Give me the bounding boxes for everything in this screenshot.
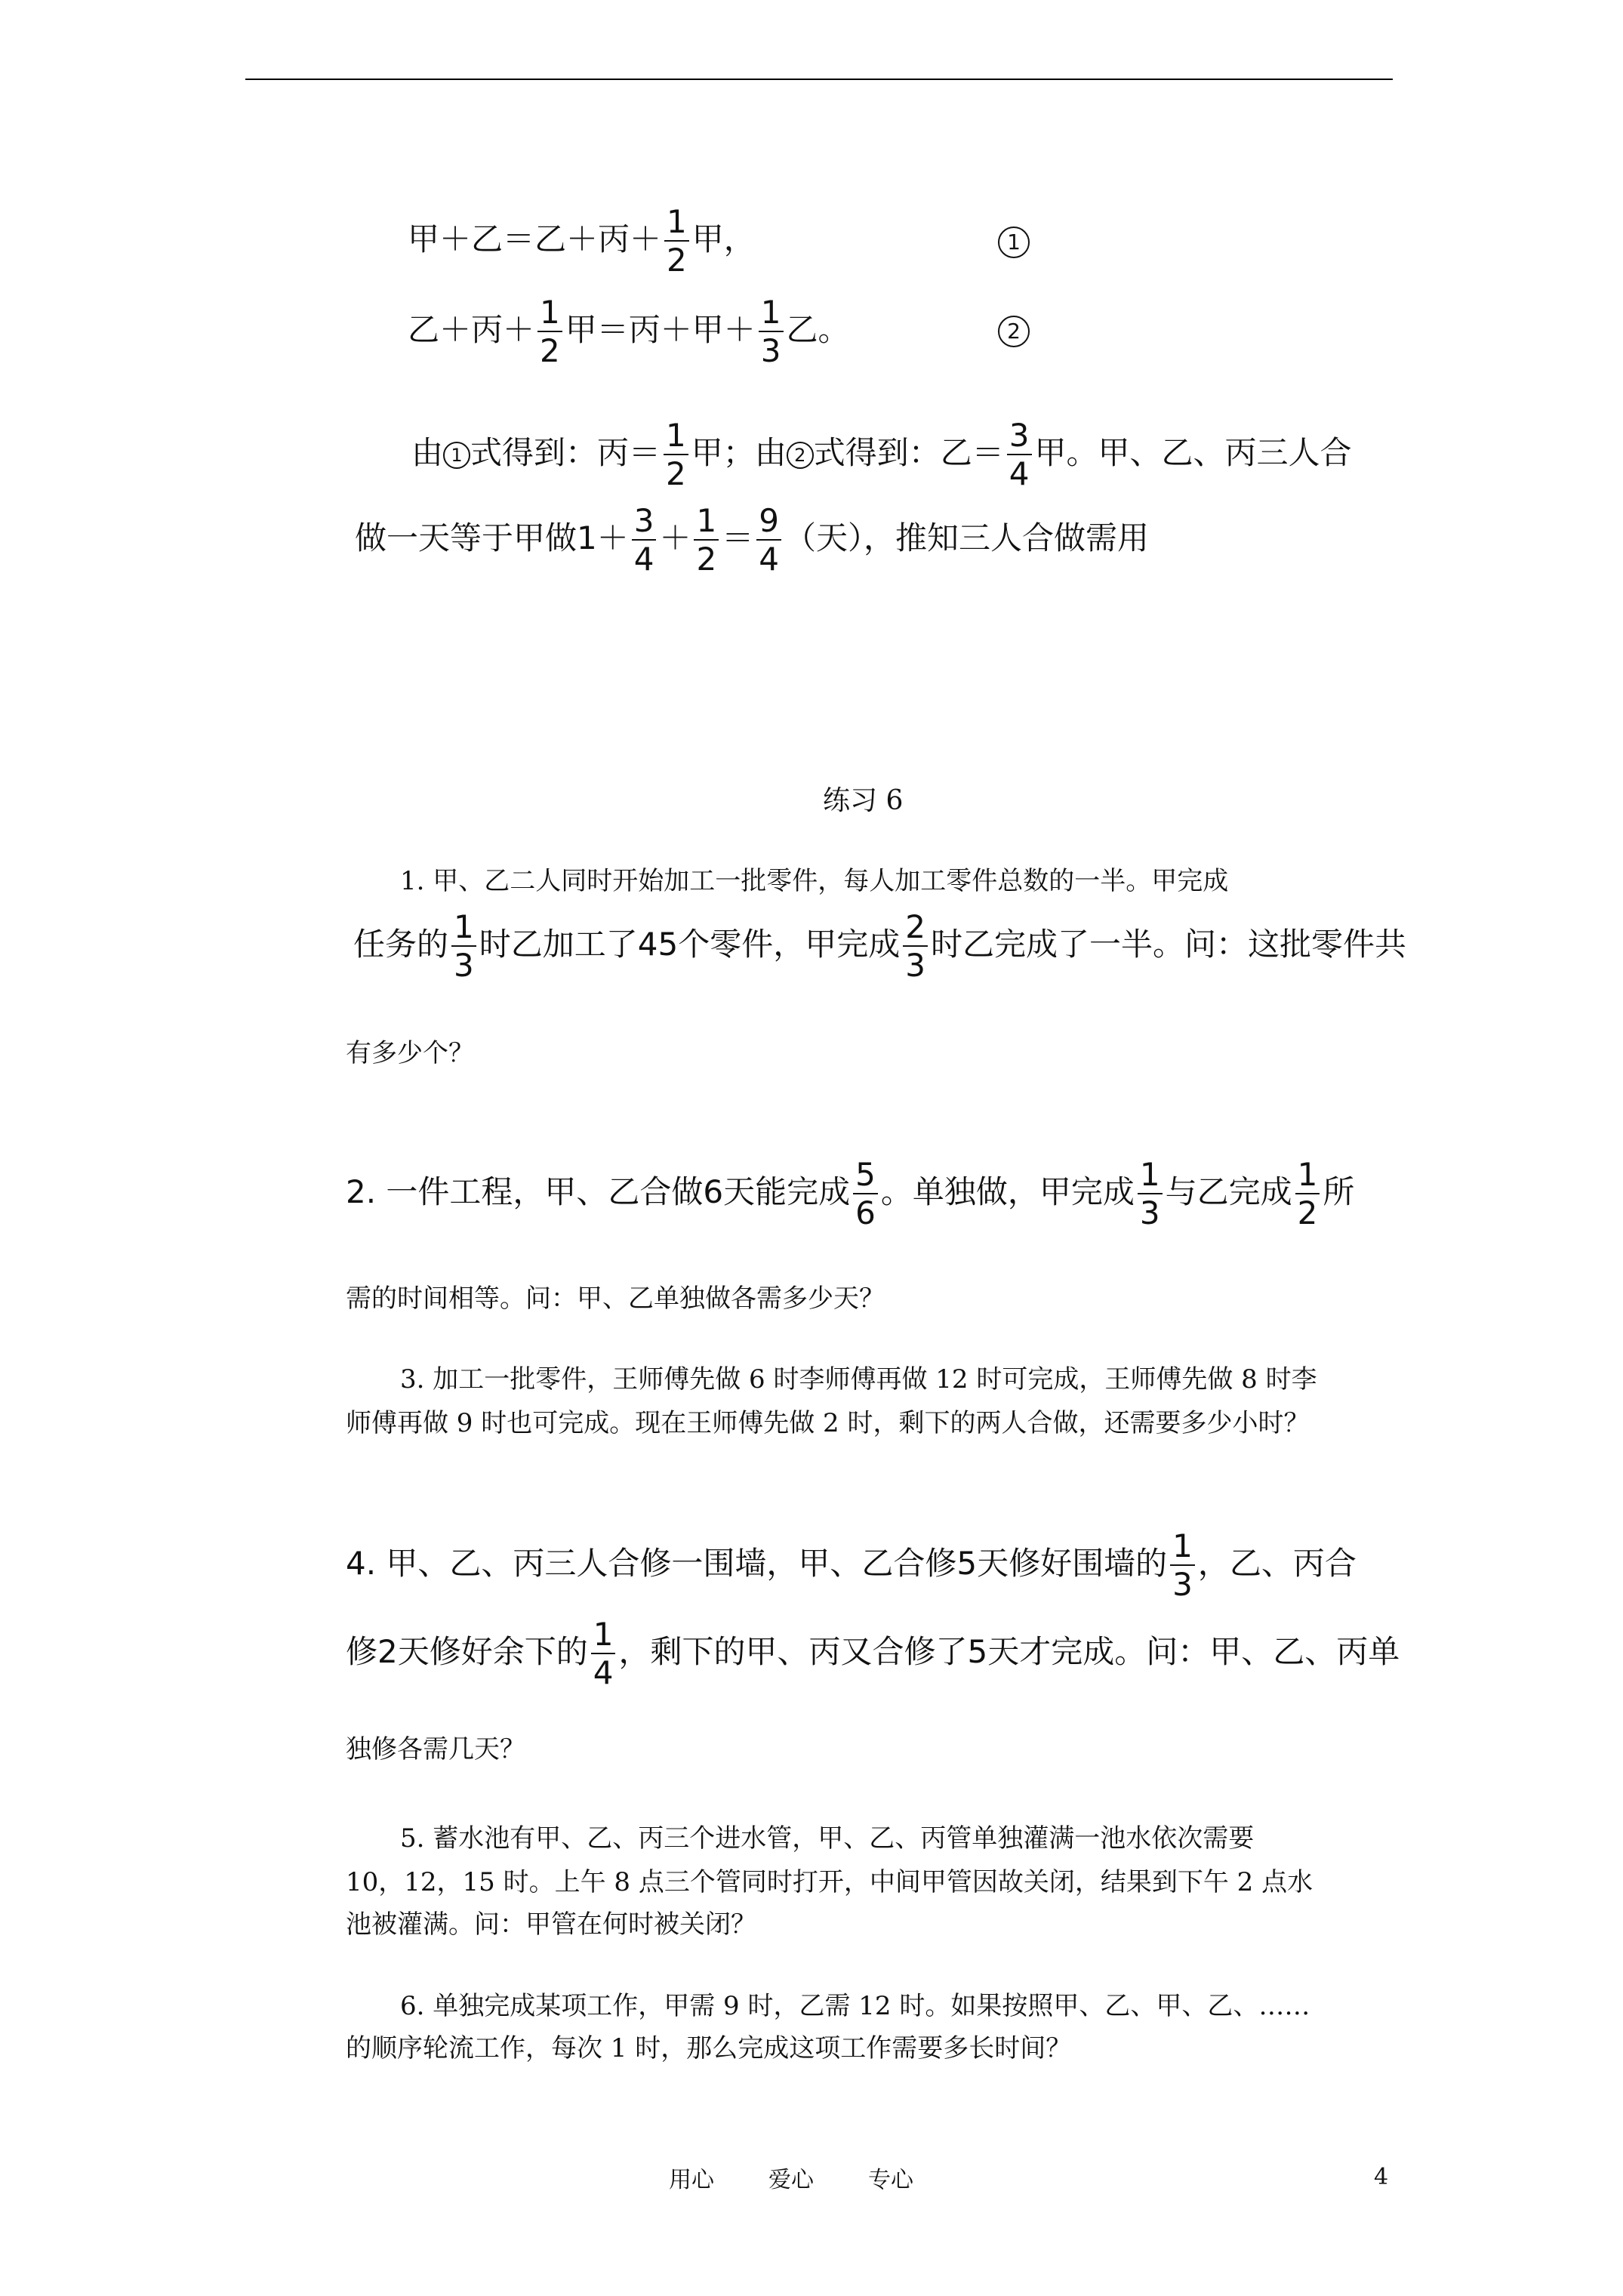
solution-line-3: 由 1 式得到：丙＝ $\frac{1}{2}$ 甲；由 2 式得到：乙＝ $\frac{3}{4}$ 甲。甲、乙、丙三人合: [411, 417, 1352, 493]
footer-text-1: 用心: [669, 2167, 714, 2193]
fraction: $\frac{1}{3}$: [759, 296, 784, 368]
equation-1: 甲＋乙＝乙＋丙＋ $\frac{1}{2}$ 甲，: [408, 203, 756, 279]
footer-text-3: 专心: [868, 2167, 913, 2193]
problem-1-line-3: 有多少个？: [346, 1038, 474, 1068]
fraction: $\frac{1}{3}$: [1138, 1158, 1163, 1230]
problem-1-line-2: 任务的 $\frac{1}{3}$ 时乙加工了45个零件，甲完成 $\frac{2}{3}$ 时乙完成了一半。问：这批零件共: [353, 908, 1406, 985]
problem-1-line-1: 1. 甲、乙二人同时开始加工一批零件，每人加工零件总数的一半。甲完成: [400, 866, 1229, 896]
problem-5-line-1: 5. 蓄水池有甲、乙、丙三个进水管，甲、乙、丙管单独灌满一池水依次需要: [400, 1823, 1255, 1854]
solution-line-4: 做一天等于甲做1＋ $\frac{3}{4}$ ＋ $\frac{1}{2}$ ＝ $\frac{9}{4}$ （天），推知三人合做需用: [355, 502, 1149, 578]
problem-3-line-2: 师傅再做 9 时也可完成。现在王师傅先做 2 时，剩下的两人合做，还需要多少小时？: [346, 1408, 1310, 1438]
equation-1-mark: 1: [998, 227, 1030, 258]
problem-6-line-2: 的顺序轮流工作，每次 1 时，那么完成这项工作需要多长时间？: [346, 2033, 1072, 2063]
problem-4-line-3: 独修各需几天？: [346, 1734, 525, 1764]
fraction: $\frac{1}{2}$: [664, 419, 688, 491]
problem-2-line-1: 2. 一件工程，甲、乙合做6天能完成 $\frac{5}{6}$ 。单独做，甲完成 $\frac{1}{3}$ 与乙完成 $\frac{1}{2}$ 所: [346, 1156, 1355, 1232]
problem-6-line-1: 6. 单独完成某项工作，甲需 9 时，乙需 12 时。如果按照甲、乙、甲、乙、……: [400, 1991, 1310, 2021]
problem-2-line-2: 需的时间相等。问：甲、乙单独做各需多少天？: [346, 1284, 885, 1314]
problem-4-line-2: 修2天修好余下的 $\frac{1}{4}$ ，剩下的甲、丙又合修了5天才完成。问：甲、乙、丙单: [346, 1616, 1400, 1692]
problem-3-line-1: 3. 加工一批零件，王师傅先做 6 时李师傅再做 12 时可完成，王师傅先做 8 时李: [400, 1364, 1317, 1395]
fraction: $\frac{1}{2}$: [664, 205, 689, 277]
equation-2-mark: 2: [998, 316, 1030, 347]
problem-5-line-2: 10，12，15 时。上午 8 点三个管同时打开，中间甲管因故关闭，结果到下午 2 点水: [346, 1867, 1313, 1897]
footer-text-2: 爱心: [768, 2167, 814, 2193]
fraction: $\frac{1}{4}$: [591, 1618, 616, 1690]
header-rule: [245, 79, 1393, 80]
fraction: $\frac{1}{3}$: [451, 911, 476, 982]
fraction: $\frac{1}{2}$: [537, 296, 562, 368]
fraction: $\frac{1}{2}$: [694, 504, 719, 576]
fraction: $\frac{5}{6}$: [853, 1158, 878, 1230]
fraction: $\frac{1}{2}$: [1295, 1158, 1320, 1230]
problem-5-line-3: 池被灌满。问：甲管在何时被关闭？: [346, 1909, 756, 1940]
exercise-title: 练习 6: [823, 785, 904, 816]
problem-4-line-1: 4. 甲、乙、丙三人合修一围墙，甲、乙合修5天修好围墙的 $\frac{1}{3}$ ，乙、丙合: [346, 1527, 1357, 1604]
fraction: $\frac{2}{3}$: [903, 911, 928, 982]
fraction: $\frac{9}{4}$: [756, 504, 781, 576]
page-number: 4: [1374, 2164, 1389, 2190]
fraction: $\frac{3}{4}$: [632, 504, 657, 576]
fraction: $\frac{3}{4}$: [1007, 419, 1032, 491]
equation-2: 乙＋丙＋ $\frac{1}{2}$ 甲＝丙＋甲＋ $\frac{1}{3}$ 乙。: [408, 294, 850, 370]
fraction: $\frac{1}{3}$: [1170, 1530, 1195, 1601]
